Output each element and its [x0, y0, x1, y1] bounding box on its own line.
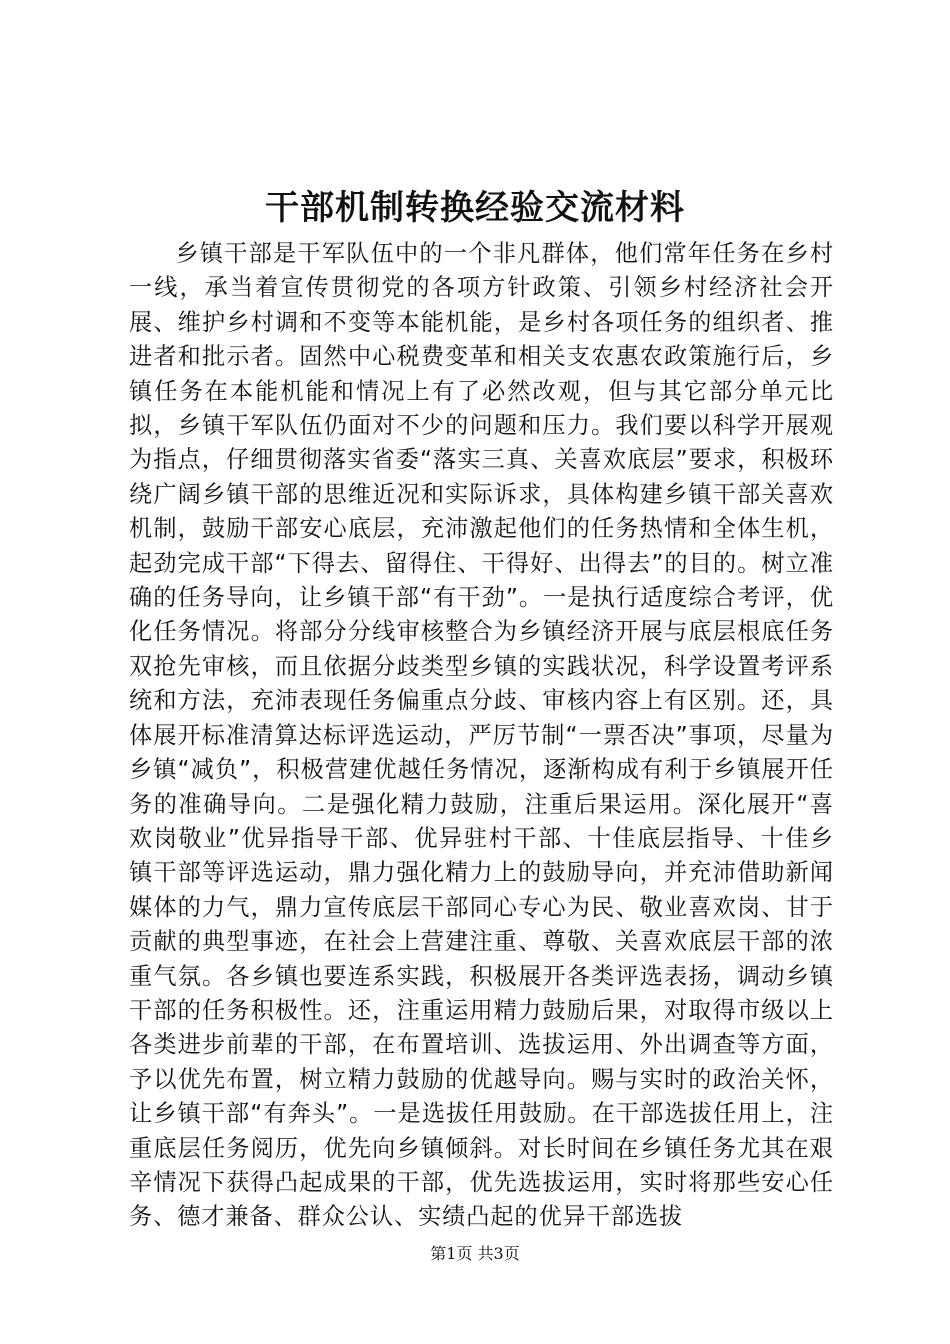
document-body-paragraph: 乡镇干部是干军队伍中的一个非凡群体，他们常年任务在乡村一线，承当着宣传贯彻党的各项方针政策、引领乡村经济社会开展、维护乡村调和不变等本能机能，是乡村各项任务的组织者、推进者和批示者。固然中心税费变革和相关支农惠农政策施行后，乡镇任务在本能机能和情况上有了必然改观，但与其它部分单元比拟，乡镇干军队伍仍面对不少的问题和压力。我们要以科学开展观为指点，仔细贯彻落实省委“落实三真、关喜欢底层”要求，积极环绕广阔乡镇干部的思维近况和实际诉求，具体构建乡镇干部关喜欢机制，鼓励干部安心底层，充沛激起他们的任务热情和全体生机，起劲完成干部“下得去、留得住、干得好、出得去”的目的。树立准确的任务导向，让乡镇干部“有干劲”。一是执行适度综合考评，优化任务情况。将部分分线审核整合为乡镇经济开展与底层根底任务双抢先审核，而且依据分歧类型乡镇的实践状况，科学设置考评系统和方法，充沛表现任务偏重点分歧、审核内容上有区别。还，具体展开标准清算达标评选运动，严厉节制“一票否决”事项，尽量为乡镇“减负”，积极营建优越任务情况，逐渐构成有利于乡镇展开任务的准确导向。二是强化精力鼓励，注重后果运用。深化展开“喜欢岗敬业”优异指导干部、优异驻村干部、十佳底层指导、十佳乡镇干部等评选运动，鼎力强化精力上的鼓励导向，并充沛借助新闻媒体的力气，鼎力宣传底层干部同心专心为民、敬业喜欢岗、甘于贡献的典型事迹，在社会上营建注重、尊敬、关喜欢底层干部的浓重气氛。各乡镇也要连系实践，积极展开各类评选表扬，调动乡镇干部的任务积极性。还，注重运用精力鼓励后果，对取得市级以上各类进步前辈的干部，在布置培训、选拔运用、外出调查等方面，予以优先布置，树立精力鼓励的优越导向。赐与实时的政治关怀，让乡镇干部“有奔头”。一是选拔任用鼓励。在干部选拔任用上，注重底层任务阅历，优先向乡镇倾斜。对长时间在乡镇任务尤其在艰辛情况下获得凸起成果的干部，优先选拔运用，实时将那些安心任务、德才兼备、群众公认、实绩凸起的优异干部选拔: [129, 240, 834, 1231]
page-footer: 第1页 共3页: [430, 1244, 520, 1263]
document-title: 干部机制转换经验交流材料: [265, 188, 685, 228]
